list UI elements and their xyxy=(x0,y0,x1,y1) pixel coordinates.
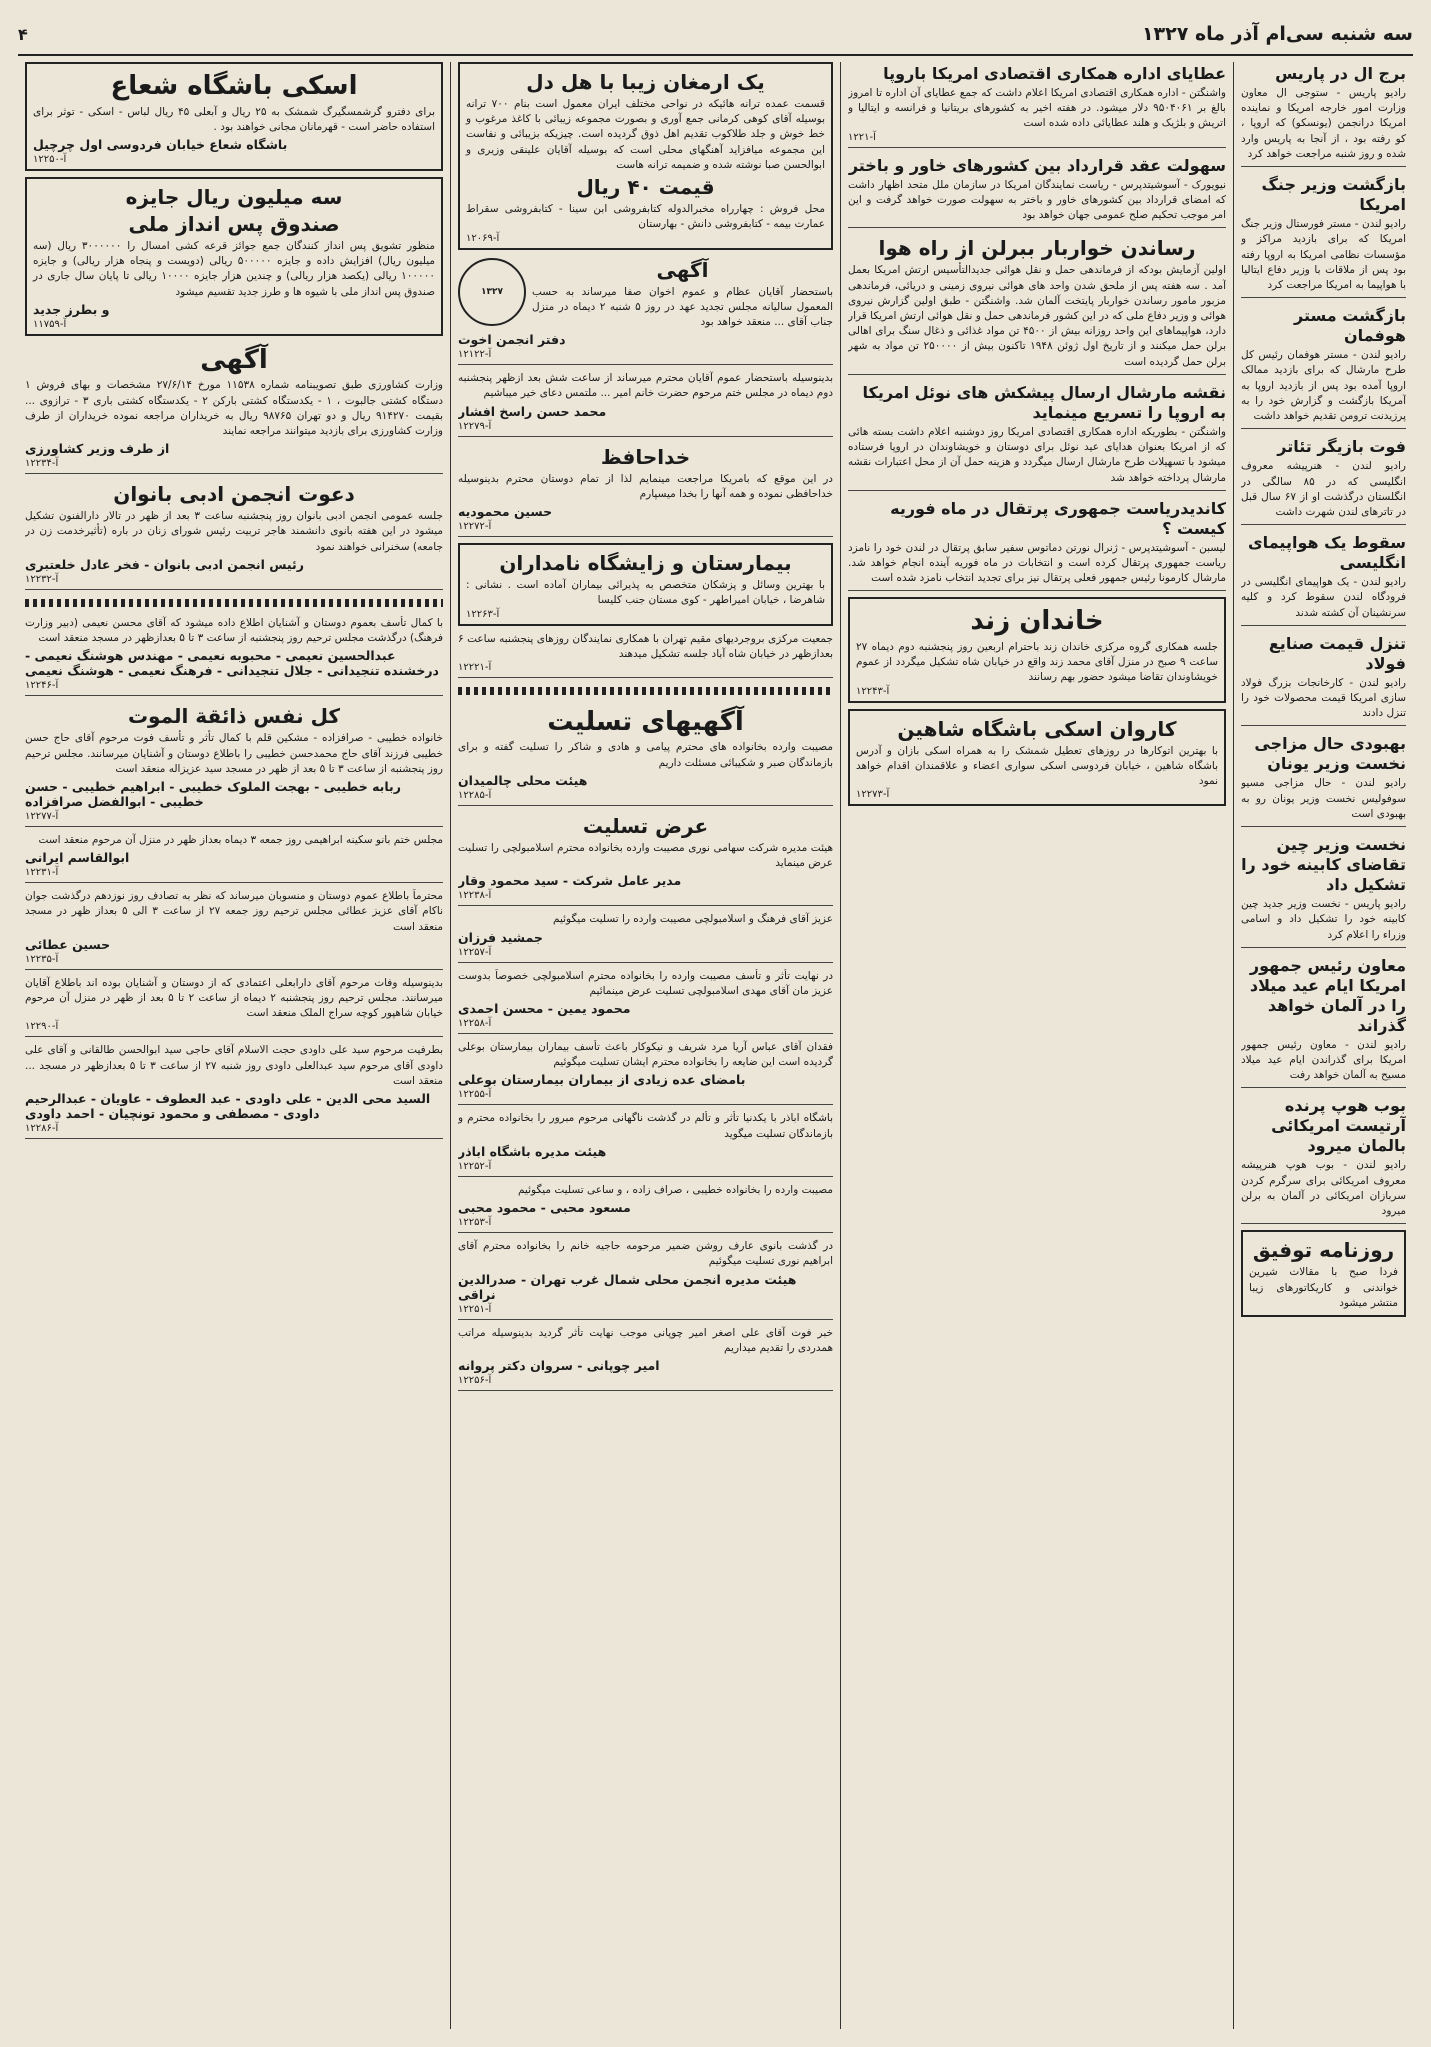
brief: معاون رئیس جمهور امریکا ایام عید میلاد را در آلمان خواهد گذراند رادیو لندن - معاون رئیس جمهور امریکا برای گذراندن ایام عید میلاد مسیح به آلمان خواهد رفت xyxy=(1241,954,1406,1089)
news-column xyxy=(840,62,1233,2029)
condolence: باشگاه اباذر با یکدنیا تأثر و تألم در گذشت ناگهانی مرحوم مبرور را بخانواده محترم و بازماندگان تسلیت میگوید هیئت مدیره باشگاه اباذر آ-۱۲۲۵۲ xyxy=(458,1111,833,1176)
condolence: عرض تسلیت هیئت مدیره شرکت سهامی نوری مصیبت وارده بخانواده محترم اسلامبولچی را تسلیت عرض مینماید مدیر عامل شرکت - سید محمود وقار آ-۱۲۲۳۸ xyxy=(458,812,833,906)
brief: بوب هوپ پرنده آرتیست امریکائی بالمان میرود رادیو لندن - بوب هوپ هنرپیشه معروف امریکائی برای سرگرم کردن سربازان امریکائی در آلمان به برلن میرود xyxy=(1241,1094,1406,1224)
ad-songbook: یک ارمغان زیبا با هل دل قسمت عمده ترانه هائیکه در نواحی مختلف ایران معمول است بنام ۷۰۰ ترانه بوسیله آقای کوهی کرمانی جمع آوری و بصورت مجموعه زیبائی با کاغذ مرغوب و خط خوش و جلد طلاکوب تقدیم اهل ذوق گردیده است. چیزیکه بزیبائی و نفاست این مجموعه میافزاید آهنگهای محلی است که بوسیله آقایان علینقی وزیری و ابوالحسن صبا نوشته شده و ضمیمه ترانه هاست قیمت ۴۰ ریال محل فروش : چهارراه مخبرالدوله کتابفروشی ابن سینا - کتابفروشی سقراط عمارت بیمه - کتابفروشی دانش - بهارستان آ-۱۲۰۶۹ xyxy=(458,62,833,250)
ad-savings-fund: سه میلیون ریال جایزه صندوق پس انداز ملی منظور تشویق پس انداز کنندگان جمع جوائز قرعه کشی امسال را ۳۰۰۰۰۰۰ ریال (سه میلیون ریال) افزایش داده و جایزه ۵۰۰۰۰۰ ریالی (دویست و پنجاه هزار ریالی) و جایزه ۱۰۰۰۰۰ ریالی (یکصد هزار ریالی) و چندین هزار جایزه ۱۰۰۰۰ ریالی تا پایان سال جاری در صندوق پس انداز ملی با شیوه ها و طرز جدید تقسیم میشود و بطرز جدید آ-۱۱۷۵۹ xyxy=(25,177,443,336)
ad-brotherhood: ۱۳۲۷ آگهی باستحضار آقایان عظام و عموم اخوان صفا میرساند به حسب المعمول سالیانه مجلس تجدید عهد در روز ۵ شنبه ۲ دیماه در منزل جناب آقای ... منعقد خواهد بود دفتر انجمن اخوت آ-۱۲۱۲۲ xyxy=(458,256,833,366)
obituary: محترماً باطلاع عموم دوستان و منسوبان میرساند که نظر به تصادف روز نوزدهم درگذشت جوان ناکام آقای عزیز عطائی مجلس ترحیم روز جمعه ۲۷ از ساعت ۳ الی ۵ بعداز ظهر در مسجد منعقد است حسین عطائی آ-۱۲۲۳۵ xyxy=(25,889,443,970)
news-briefs-column xyxy=(1233,62,1413,2029)
ad-shahin-ski: کاروان اسکی باشگاه شاهین با بهترین اتوکارها در روزهای تعطیل شمشک را به همراه اسکی بازان و آدرس باشگاه شاهین ، خیابان فردوسی اسکی سواری اعضاء و علاقمندان اقدام خواهد نمود آ-۱۲۲۷۳ xyxy=(848,709,1226,807)
brief: فوت بازیگر تئاتر رادیو لندن - هنرپیشه معروف انگلیسی که در ۸۵ سالگی در انگلستان درگذشت او از ۶۷ سال قبل در تاترهای لندن شهرت داشت xyxy=(1241,435,1406,525)
condolence: آگهیهای تسلیت مصیبت وارده بخانواده های محترم پیامی و هادی و شاکر را تسلیت گفته و برای بازماندگان صبر و شکیبائی مسئلت داریم هیئت محلی چالمیدان آ-۱۲۲۸۵ xyxy=(458,704,833,806)
condolence: در گذشت بانوی عارف روشن ضمیر مرحومه حاجیه خانم را بخانواده محترم آقای ابراهیم نوری تسلیت میگوئیم هیئت مدیره انجمن محلی شمال غرب تهران - صدرالدین نراقی آ-۱۲۲۵۱ xyxy=(458,1239,833,1319)
condolence: در نهایت تأثر و تأسف مصیبت وارده را بخانواده محترم اسلامبولچی خصوصاً بدوست عزیز مان آقای مهدی اسلامبولچی تسلیت عرض مینمائیم محمود یمین - محسن احمدی آ-۱۲۲۵۸ xyxy=(458,969,833,1034)
issue-date: سه شنبه سی‌ام آذر ماه ۱۳۲۷ xyxy=(1141,23,1413,45)
columns xyxy=(18,62,1413,2029)
article-berlin-airlift: رساندن خواربار ببرلن از راه هوا اولین آزمایش بودکه از فرماندهی حمل و نقل هوائی جدیدالتأسیس ارتش امریکا بعمل آمد . سه هفته پس از ملحق شدن واحد های هوائی نیروی زمینی و دریائی، فرماندهی مزبور مامور رساندن خواربار پایتخت آلمان شد. واشنگتن - طبق اولین گزارش نیروی هوائی و وزیر دفاع ملی که در این کشور فرماندهی حمل و نقل هوائی ارتش امریکا قرار دارد، هواپیماهای این واحد روزانه بیش از ۴۵۰۰ تن مواد غذائی و ذغال سنگ برای اهالی برلن حمل میکنند و از تاریخ اول ژوئن ۱۹۴۸ تاکنون بیش از ۲۵۰۰۰۰ تن مواد به شهر برلن حمل گردیده است xyxy=(848,234,1226,375)
notice-borujerdi: جمعیت مرکزی بروجردیهای مقیم تهران با همکاری نمایندگان روزهای پنجشنبه ساعت ۶ بعدازظهر در خیابان شاه آباد جلسه تشکیل میدهند آ-۱۲۲۲۱ xyxy=(458,632,833,678)
condolence: مصیبت وارده را بخانواده خطیبی ، صراف زاده ، و ساعی تسلیت میگوئیم مسعود محبی - محمود محبی آ-۱۲۲۵۳ xyxy=(458,1183,833,1233)
obituary: کل نفس ذائقة الموت خانواده خطیبی - صرافزاده - مشکین قلم با کمال تأثر و تأسف فوت مرحوم آقای حاج حسن خطیبی فرزند آقای حاج محمدحسن خطیبی را باطلاع دوستان و آشنایان میرسانند. مجلس ترحیم روز پنجشنبه از ساعت ۳ تا ۵ بعد از ظهر در مسجد سید عزیزاله منعقد است ربابه خطیبی - بهجت الملوک خطیبی - ابراهیم خطیبی - حسن خطیبی - ابوالفضل صرافزاده آ-۱۲۲۷۷ xyxy=(25,702,443,827)
brief: بازگشت وزیر جنگ امریکا رادیو لندن - مستر فورستال وزیر جنگ امریکا که برای بازدید مراکز و مؤسسات نظامی امریکا به اروپا رفته بود پس از ملاقات با وزیر دفاع ایتالیا با هواپیما به امریکا مراجعت کرد xyxy=(1241,173,1406,298)
obituary: بطرفیت مرحوم سید علی داودی حجت الاسلام آقای حاجی سید ابوالحسن طالقانی و آقای علی داودی آقای مرحوم سید عبدالعلی داودی روز شنبه ۲۷ از ساعت ۳ تا ۵ بعدازظهر در مسجد ... منعقد است السید محی الدین - علی داودی - عبد العطوف - عاویان - عبدالرحیم داودی - مصطفی و محمود تونچیان - احمد داودی آ-۱۲۲۸۶ xyxy=(25,1043,443,1139)
brief: بازگشت مستر هوفمان رادیو لندن - مستر هوفمان رئیس کل طرح مارشال که برای بازدید ممالک اروپا آمده بود پس از بازدید اروپا به آمریکا بازگشت و گزارش خود را به پرزیدنت ترومن تقدیم خواهد داشت xyxy=(1241,304,1406,429)
divider xyxy=(458,687,833,695)
ad-hospital: بیمارستان و زایشگاه نامداران با بهترین وسائل و پزشکان متخصص به پذیرائی بیماران آماده است . نشانی : شاهرضا ، خیابان امیراطهر - کوی مستان جنب کلیسا آ-۱۲۲۶۳ xyxy=(458,543,833,625)
brief: سقوط یک هواپیمای انگلیسی رادیو لندن - یک هواپیمای انگلیسی در فرودگاه لندن سقوط کرد و کلیه سرنشینان آن کشته شدند xyxy=(1241,531,1406,626)
ad-women-literary: دعوت انجمن ادبی بانوان جلسه عمومی انجمن ادبی بانوان روز پنجشنبه ساعت ۳ بعد از ظهر در تالار دارالفنون تشکیل میشود در این هفته بانوی دانشمند هاجر تربیت رئیس شورای زنان در باره (تأثیرخدمت زن در جامعه) سخنرانی خواهند نمود رئیس انجمن ادبی بانوان - فخر عادل خلعتبری آ-۱۲۲۳۲ xyxy=(25,480,443,590)
brief: نخست وزیر چین تقاضای کابینه خود را تشکیل داد رادیو پاریس - نخست وزیر جدید چین کابینه خود را تشکیل داد و اسامی وزراء را اعلام کرد xyxy=(1241,833,1406,948)
article-marshall-christmas: نقشه مارشال ارسال پیشکش های نوئل امریکا به اروپا را تسریع مینماید واشنگتن - بطوریکه اداره همکاری اقتصادی امریکا روز دوشنبه اعلام داشت بسته هائی که از امریکا بعنوان هدایای عید نوئل برای دوستان و خویشاوندان در اروپا فرستاده میشود با تسهیلات طرح مارشال ارسال میگردد و هزینه حمل آن از محل اعتبارات نقشه مارشال پرداخته خواهد شد xyxy=(848,381,1226,491)
notice-memorial: بدینوسیله باستحضار عموم آقایان محترم میرساند از ساعت شش بعد ازظهر پنجشنبه دوم دیماه در مجلس ختم مرحوم حضرت خانم امیر ... ملتمس دعای خیر میباشیم محمد حسن راسخ افشار آ-۱۲۲۷۹ xyxy=(458,371,833,436)
ad-zand-family: خاندان زند جلسه همکاری گروه مرکزی خاندان زند باحترام اربعین روز پنجشنبه دوم دیماه ۲۷ ساعت ۹ صبح در منزل آقای محمد زند واقع در خیابان شاه تشکیل میگردد از عموم خویشاوندان تقاضا میشود حضور بهم رسانند آ-۱۲۲۴۳ xyxy=(848,597,1226,702)
notice-farewell: خداحافظ در این موقع که بامریکا مراجعت مینمایم لذا از تمام دوستان محترم بدینوسیله خداحافظی نموده و همه آنها را بخدا میسپارم حسین محمودیه آ-۱۲۲۷۲ xyxy=(458,443,833,537)
brief: تنزل قیمت صنایع فولاد رادیو لندن - کارخانجات بزرگ فولاد سازی امریکا قیمت محصولات خود را تنزل دادند xyxy=(1241,632,1406,727)
notices-column xyxy=(18,62,450,2029)
divider xyxy=(25,599,443,607)
article-east-west-treaty: سهولت عقد قرارداد بین کشورهای خاور و باختر نیویورک - آسوشیتدپرس - ریاست نمایندگان امریکا در سازمان ملل متحد اظهار داشت که امضای قرارداد بین کشورهای خاور و باختر به سهولت صورت خواهد گرفت و این امر موجب تحکیم صلح عمومی جهان خواهد بود xyxy=(848,154,1226,229)
condolence: فقدان آقای عباس آریا مرد شریف و نیکوکار باعث تأسف بیماران بیمارستان بوعلی گردیده است این ضایعه را بخانواده محترم ایشان تسلیت میگوئیم بامضای عده زیادی از بیماران بیمارستان بوعلی آ-۱۲۲۵۵ xyxy=(458,1040,833,1105)
page-number: ۴ xyxy=(18,24,28,44)
article-portugal-election: کاندیدریاست جمهوری پرتقال در ماه فوریه کیست ؟ لیسبن - آسوشیتدپرس - ژنرال نورتن دماتوس سفیر سابق پرتقال در لندن خود را نامزد ریاست جمهوری پرتقال کرده است و انتخابات در ماه فوریه آینده انجام خواهد شد. مارشال کارمونا رئیس جمهور فعلی پرتقال نیز برای تجدید انتخاب نامزد شده است xyxy=(848,497,1226,592)
article-ecа-gifts: عطایای اداره همکاری اقتصادی امریکا باروپا واشنگتن - اداره همکاری اقتصادی امریکا اعلام داشت که جمع عطایای آن اداره تا امروز بالغ بر ۹۵۰۴۰۶۱ دلار میشود. در هفته اخیر به کشورهای بریتانیا و فرانسه و ایتالیا و اتریش و بلژیک و هلند عطایائی داده شده است آ-۱۲۲۱ xyxy=(848,62,1226,148)
brief: برج ال در پاریس رادیو پاریس - ستوجی ال معاون وزارت امور خارجه امریکا و نماینده امریکا درانجمن (یونسکو) که اروپا ، کو رفته بود ، از آنجا به پاریس وارد شده و روز شنبه مراجعت خواهد کرد xyxy=(1241,62,1406,167)
brief: بهبودی حال مزاجی نخست وزیر یونان رادیو لندن - حال مزاجی مسیو سوفولیس نخست وزیر یونان رو به بهبودی است xyxy=(1241,732,1406,827)
ad-agriculture: آگهی وزارت کشاورزی طبق تصویبنامه شماره ۱۱۵۳۸ مورخ ۲۷/۶/۱۴ مشخصات و بهای فروش ۱ دستگاه کشتی جالبوت ، ۱ - یکدستگاه کشتی بارکن ۲ - یکدستگاه کشتی باری ۳ - ترازوی ... بقیمت ۹۱۴۲۷۰ ریال و دو تهران ۹۸۷۶۵ ریال به خریداران مراجعه نموده خریداران از طرف وزارت کشاورزی برای بازدید میتوانند مراجعه نمایند از طرف وزیر کشاورزی آ-۱۲۲۳۴ xyxy=(25,342,443,474)
obituary: مجلس ختم بانو سکینه ابراهیمی روز جمعه ۳ دیماه بعداز ظهر در منزل آن مرحوم منعقد است ابوالقاسم ایرانی آ-۱۲۲۳۱ xyxy=(25,833,443,883)
obituary: بدینوسیله وفات مرحوم آقای دارابعلی اعتمادی که از دوستان و آشنایان بوده اند باطلاع آقایان میرسانند. مجلس ترحیم روز پنجشنبه ۲ دیماه از ساعت ۲ تا ۵ بعد از ظهر در منزل آن مرحوم خیابان شاهپور کوچه سراج الملک منعقد است آ-۱۲۲۹۰ xyxy=(25,976,443,1038)
society-emblem-icon: ۱۳۲۷ xyxy=(458,258,526,326)
condolence: عزیز آقای فرهنگ و اسلامبولچی مصیبت وارده را تسلیت میگوئیم جمشید فرزان آ-۱۲۲۵۷ xyxy=(458,912,833,962)
tofigh-ad: روزنامه توفیق فردا صبح با مقالات شیرین خواندنی و کاریکاتورهای زیبا منتشر میشود xyxy=(1241,1230,1406,1317)
masthead xyxy=(18,18,1413,56)
condolence: خبر فوت آقای علی اصغر امیر چوپانی موجب نهایت تأثر گردید بدینوسیله مراتب همدردی را تقدیم میداریم امیر چوپانی - سروان دکتر پروانه آ-۱۲۲۵۶ xyxy=(458,1326,833,1391)
obituary: با کمال تأسف بعموم دوستان و آشنایان اطلاع داده میشود که آقای محسن نعیمی (دبیر وزارت فرهنگ) درگذشت مجلس ترحیم روز پنجشنبه از ساعت ۳ تا ۵ بعدازظهر در مسجد منعقد است عبدالحسین نعیمی - محبوبه نعیمی - مهندس هوشنگ نعیمی - درخشنده تنجیدانی - جلال تنجیدانی - فرهنگ نعیمی - هوشنگ نعیمی آ-۱۲۲۴۶ xyxy=(25,616,443,696)
ad-shoa-ski: اسکی باشگاه شعاع برای دفترو گرشمسگیرگ شمشک به ۲۵ ریال و آبعلی ۴۵ ریال لباس - اسکی - توثر برای استفاده حاضر است - قهرمانان مجانی خواهند بود . باشگاه شعاع خیابان فردوسی اول چرچیل آ-۱۲۲۵۰ xyxy=(25,62,443,171)
ads-column xyxy=(450,62,840,2029)
